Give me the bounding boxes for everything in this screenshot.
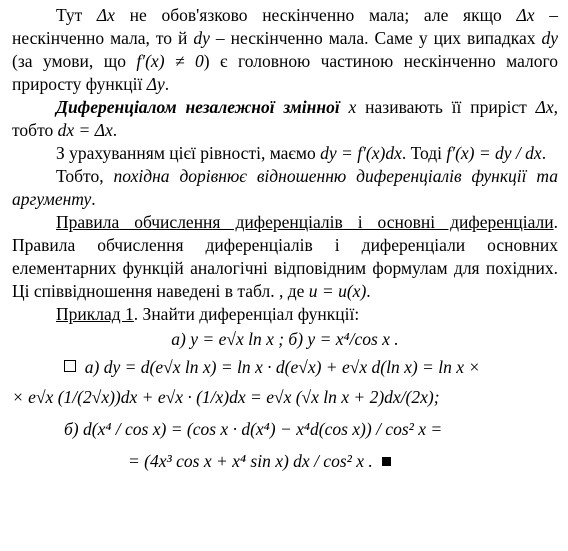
definition-term: Диференціалом незалежної змінної: [56, 97, 340, 117]
text: називають її приріст: [356, 97, 536, 117]
text: .: [164, 74, 170, 94]
math-condition: f′(x) ≠ 0: [136, 51, 204, 71]
text: . Тоді: [401, 143, 447, 163]
math-solution: а) dy = d(e√x ln x) = ln x · d(e√x) + e√x d(ln x) = ln x ×: [84, 357, 481, 377]
emphasis-text: похідна дорівнює відношенню диференціалів функції та аргументу: [12, 166, 558, 209]
text: – нескінченно мала. Саме у цих випадках: [209, 28, 542, 48]
text: .: [541, 143, 547, 163]
solution-b-line1: [12, 418, 558, 440]
math-delta-x: Δx: [96, 5, 115, 25]
math-delta-x: Δx: [535, 97, 554, 117]
paragraph-conclusion: [12, 165, 558, 211]
math-solution: × e√x (1/(2√x))dx + e√x · (1/x)dx = e√x (√x ln x + 2)dx/(2x);: [12, 387, 440, 407]
solution-a-line2: [12, 386, 558, 408]
math-delta-x: Δx: [516, 5, 535, 25]
solution-a-line1: [12, 356, 558, 378]
text: не обов'язково нескінченно мала; але якщо: [114, 5, 517, 25]
math-equation: dx = Δx: [57, 120, 113, 140]
text: Тут: [56, 5, 97, 25]
math-solution: = (4x³ cos x + x⁴ sin x) dx / cos² x .: [128, 451, 373, 471]
math-equation: u = u(x): [308, 281, 367, 301]
solution-b-line2: [12, 450, 558, 472]
text: Тобто,: [56, 166, 114, 186]
math-equation: f′(x) = dy / dx: [446, 143, 542, 163]
text: (за умови, що: [12, 51, 137, 71]
example-tasks: [12, 328, 558, 350]
proof-start-icon: [64, 360, 76, 372]
text: .: [366, 281, 371, 301]
end-of-proof-icon: [382, 457, 391, 466]
text: .: [91, 189, 96, 209]
math-x: x: [348, 97, 357, 117]
section-heading: Правила обчислення диференціалів і основні диференціали: [56, 212, 554, 232]
math-dy: dy: [541, 28, 559, 48]
math-dy: dy: [193, 28, 210, 48]
text: . Знайти диференціал функції:: [133, 304, 360, 324]
paragraph-derivation: [12, 142, 558, 165]
text: ) є головною частиною нескінченно малого приросту функції: [12, 51, 558, 94]
example-heading: [12, 303, 558, 326]
text: – нескінченно мала, то й: [12, 5, 558, 48]
example-title: Приклад 1: [56, 304, 134, 324]
math-equation: dy = f′(x)dx: [320, 143, 402, 163]
math-tasks: а) y = e√x ln x ; б) y = x⁴/cos x .: [171, 329, 399, 349]
text: , тобто: [12, 97, 559, 140]
paragraph-definition: [12, 96, 558, 142]
text: .: [112, 120, 118, 140]
paragraph-rules: [12, 211, 558, 303]
text: . Правила обчислення диференціалів і диференціали основних елементарних функцій аналогічні відповідним формулам для похідних. Ці співвідношення наведені в табл. , де: [12, 212, 558, 301]
paragraph-differential-explanation: [12, 4, 558, 96]
math-delta-y: Δy: [146, 74, 165, 94]
math-solution: б) d(x⁴ / cos x) = (cos x · d(x⁴) − x⁴d(cos x)) / cos² x =: [64, 419, 443, 439]
text: З урахуванням цієї рівності, маємо: [56, 143, 321, 163]
